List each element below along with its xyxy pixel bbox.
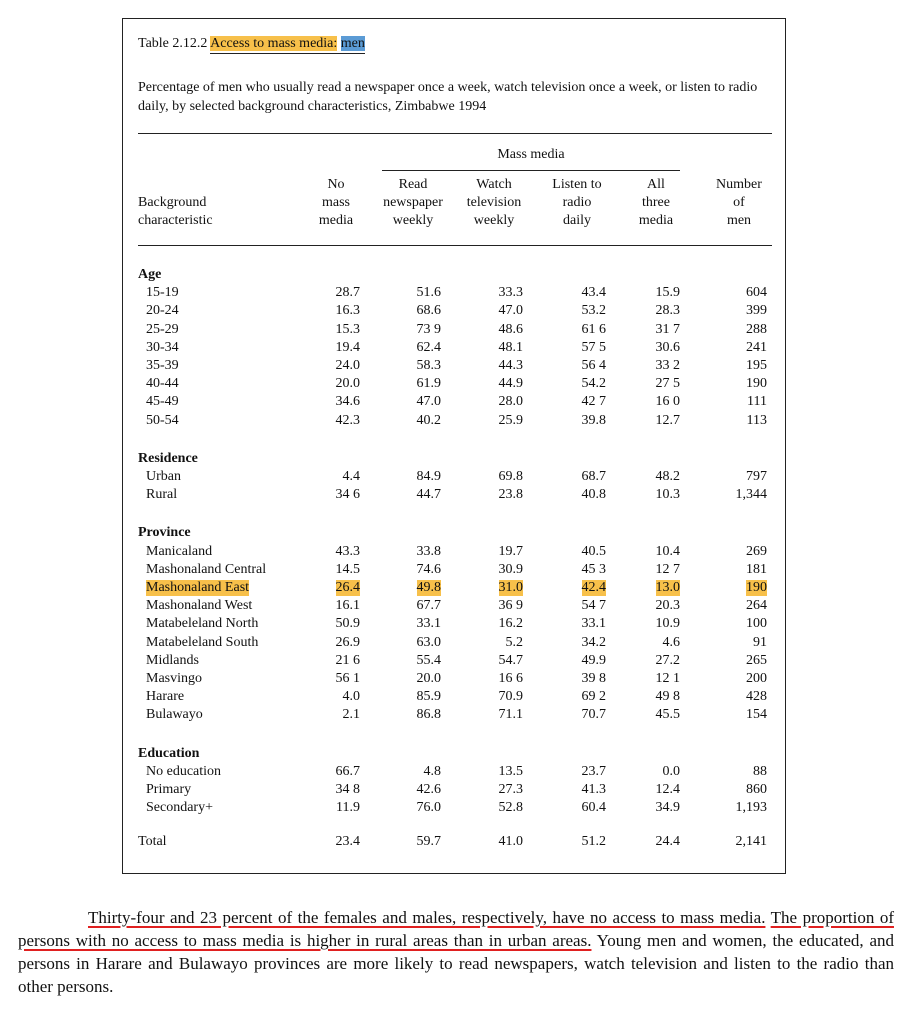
table-cell: 16.1 bbox=[335, 598, 360, 614]
table-cell: 20.0 bbox=[335, 376, 360, 392]
table-cell: 42 7 bbox=[581, 394, 606, 410]
header-bottom-rule bbox=[138, 245, 772, 246]
table-cell: 200 bbox=[746, 671, 767, 686]
table-cell: 49.9 bbox=[581, 652, 606, 668]
table-cell: 26.4 bbox=[335, 580, 360, 595]
total-cell: 2,141 bbox=[735, 834, 767, 849]
section-heading: Age bbox=[138, 267, 162, 282]
table-cell: 154 bbox=[746, 707, 767, 723]
table-cell: 44.3 bbox=[498, 358, 523, 373]
table-cell: 49 8 bbox=[655, 689, 680, 705]
row-label: Primary bbox=[146, 782, 192, 797]
table-cell: 44.7 bbox=[416, 487, 441, 503]
table-cell: 27 5 bbox=[655, 376, 680, 392]
table-cell: 30.6 bbox=[655, 339, 680, 355]
row-label: 50-54 bbox=[146, 412, 179, 428]
table-cell: 1,193 bbox=[735, 800, 767, 816]
section-heading: Residence bbox=[138, 450, 198, 466]
row-label: Bulawayo bbox=[146, 707, 203, 723]
table-title-main: Access to mass media: bbox=[210, 36, 338, 51]
row-label: 25-29 bbox=[146, 321, 179, 337]
table-cell: 25.9 bbox=[498, 412, 523, 428]
table-cell: 70.9 bbox=[498, 689, 523, 705]
table-cell: 21 6 bbox=[335, 652, 360, 668]
table-cell: 43.4 bbox=[581, 285, 606, 301]
table-cell: 76.0 bbox=[416, 800, 441, 816]
table-cell: 4.8 bbox=[423, 763, 441, 779]
table-cell: 47.0 bbox=[416, 394, 441, 410]
total-cell: 23.4 bbox=[335, 834, 360, 849]
table-cell: 19.7 bbox=[498, 543, 523, 559]
table-cell: 73 9 bbox=[416, 321, 441, 337]
table-cell: 70.7 bbox=[581, 707, 606, 723]
table-cell: 42.4 bbox=[581, 580, 606, 595]
table-cell: 74.6 bbox=[416, 561, 441, 577]
table-cell: 28.0 bbox=[498, 394, 523, 410]
table-cell: 33.8 bbox=[416, 543, 441, 559]
row-label: 15-19 bbox=[146, 285, 179, 301]
row-label: 45-49 bbox=[146, 394, 179, 410]
row-label: Manicaland bbox=[146, 543, 213, 559]
table-cell: 34.2 bbox=[581, 634, 606, 650]
table-cell: 55.4 bbox=[416, 652, 441, 668]
table-cell: 56 4 bbox=[581, 358, 606, 373]
total-label: Total bbox=[138, 834, 167, 849]
underlined-sentence-2: The proportion of persons with no access to mass media is higher in rural areas than in urban areas. bbox=[18, 908, 894, 950]
section-heading: Province bbox=[138, 525, 191, 541]
header-top-rule bbox=[138, 133, 772, 134]
table-cell: 56 1 bbox=[335, 671, 360, 686]
table-cell: 16 6 bbox=[498, 671, 523, 686]
table-cell: 15.3 bbox=[335, 321, 360, 337]
table-cell: 16.2 bbox=[498, 616, 523, 632]
table-cell: 61.9 bbox=[416, 376, 441, 392]
table-cell: 195 bbox=[746, 358, 767, 373]
underlined-sentence-1: Thirty-four and 23 percent of the females and males, respectively, have no access to mass media. bbox=[88, 908, 766, 927]
table-cell: 43.3 bbox=[335, 543, 360, 559]
table-cell: 58.3 bbox=[416, 358, 441, 373]
table-cell: 41.3 bbox=[581, 782, 606, 797]
table-cell: 100 bbox=[746, 616, 767, 632]
total-cell: 51.2 bbox=[581, 834, 606, 849]
table-cell: 20.3 bbox=[655, 598, 680, 614]
table-cell: 15.9 bbox=[655, 285, 680, 301]
table-cell: 11.9 bbox=[336, 800, 360, 816]
total-cell: 24.4 bbox=[655, 834, 680, 849]
table-cell: 269 bbox=[746, 543, 767, 559]
table-cell: 28.3 bbox=[655, 303, 680, 319]
row-label: Matabeleland South bbox=[146, 634, 259, 650]
table-cell: 5.2 bbox=[505, 634, 523, 650]
table-cell: 52.8 bbox=[498, 800, 523, 816]
column-header: Number of men bbox=[716, 177, 762, 228]
table-cell: 33.3 bbox=[498, 285, 523, 301]
table-cell: 66.7 bbox=[335, 763, 360, 779]
table-cell: 797 bbox=[746, 469, 767, 484]
column-header: No mass media bbox=[318, 177, 354, 228]
row-label: 20-24 bbox=[146, 303, 179, 319]
table-cell: 45 3 bbox=[581, 561, 606, 577]
table-cell: 49.8 bbox=[416, 580, 441, 595]
column-header: Watch television weekly bbox=[466, 177, 522, 228]
table-cell: 24.0 bbox=[335, 358, 360, 373]
table-cell: 54 7 bbox=[581, 598, 606, 614]
row-label: Secondary+ bbox=[146, 800, 213, 816]
table-cell: 12.7 bbox=[655, 412, 680, 428]
table-cell: 69.8 bbox=[498, 469, 523, 484]
table-cell: 10.3 bbox=[655, 487, 680, 503]
table-cell: 84.9 bbox=[416, 469, 441, 484]
table-cell: 860 bbox=[746, 782, 767, 797]
row-label: Midlands bbox=[146, 652, 199, 668]
table-cell: 4.4 bbox=[342, 469, 360, 484]
table-title bbox=[138, 36, 365, 52]
table-cell: 42.3 bbox=[335, 412, 360, 428]
paragraph-rest: Young men and women, the educated, and persons in Harare and Bulawayo provinces are more likely to read newspapers, watch television and listen to the radio than other persons. bbox=[18, 931, 894, 996]
table-cell: 34.9 bbox=[655, 800, 680, 816]
table-cell: 288 bbox=[746, 321, 767, 337]
table-cell: 20.0 bbox=[416, 671, 441, 686]
table-cell: 16 0 bbox=[655, 394, 680, 410]
table-cell: 62.4 bbox=[416, 339, 441, 355]
table-cell: 39 8 bbox=[581, 671, 606, 686]
table-cell: 91 bbox=[753, 634, 767, 650]
table-cell: 30.9 bbox=[498, 561, 523, 577]
table-cell: 10.9 bbox=[655, 616, 680, 632]
table-cell: 190 bbox=[746, 376, 767, 392]
row-header: Background characteristic bbox=[138, 195, 213, 228]
table-cell: 36 9 bbox=[498, 598, 523, 614]
row-label: Mashonaland East bbox=[146, 580, 250, 595]
table-cell: 28.7 bbox=[335, 285, 360, 301]
table-cell: 0.0 bbox=[662, 763, 680, 779]
table-title-men: men bbox=[340, 36, 365, 51]
table-cell: 54.7 bbox=[498, 652, 523, 668]
table-number: Table 2.12.2 bbox=[138, 36, 208, 51]
table-cell: 48.1 bbox=[498, 339, 523, 355]
table-cell: 39.8 bbox=[581, 412, 606, 428]
table-subtitle: Percentage of men who usually read a newspaper once a week, watch television once a week, or listen to radio daily, by selected background characteristics, Zimbabwe 1994 bbox=[138, 80, 758, 114]
group-header-rule bbox=[382, 170, 680, 171]
table-cell: 51.6 bbox=[416, 285, 441, 301]
table-cell: 61 6 bbox=[581, 321, 606, 337]
group-header: Mass media bbox=[497, 147, 565, 162]
table-cell: 69 2 bbox=[581, 689, 606, 705]
table-cell: 60.4 bbox=[581, 800, 606, 816]
table-cell: 68.7 bbox=[581, 469, 606, 484]
table-cell: 40.2 bbox=[416, 412, 441, 428]
table-cell: 85.9 bbox=[416, 689, 441, 705]
table-cell: 88 bbox=[753, 763, 767, 779]
table-cell: 40.5 bbox=[581, 543, 606, 559]
table-cell: 4.6 bbox=[662, 634, 680, 650]
total-cell: 41.0 bbox=[498, 834, 523, 849]
table-cell: 19.4 bbox=[335, 339, 360, 355]
table-cell: 27.2 bbox=[655, 652, 680, 668]
table-cell: 67.7 bbox=[416, 598, 441, 614]
table-cell: 181 bbox=[746, 561, 767, 577]
table-cell: 23.8 bbox=[498, 487, 523, 503]
table-cell: 265 bbox=[746, 652, 767, 668]
row-label: Matabeleland North bbox=[146, 616, 259, 632]
table-cell: 604 bbox=[746, 285, 767, 301]
row-label: Rural bbox=[146, 487, 178, 503]
table-cell: 45.5 bbox=[655, 707, 680, 723]
table-cell: 241 bbox=[746, 339, 767, 355]
table-cell: 27.3 bbox=[498, 782, 523, 797]
table-cell: 33.1 bbox=[581, 616, 606, 632]
table-cell: 34.6 bbox=[335, 394, 360, 410]
row-label: 35-39 bbox=[146, 358, 179, 373]
table-cell: 86.8 bbox=[416, 707, 441, 723]
table-cell: 68.6 bbox=[416, 303, 441, 319]
total-cell: 59.7 bbox=[416, 834, 441, 849]
table-cell: 4.0 bbox=[342, 689, 360, 705]
column-header: Read newspaper weekly bbox=[383, 177, 443, 228]
table-cell: 31 7 bbox=[655, 321, 680, 337]
row-label: Masvingo bbox=[146, 671, 202, 686]
column-header: Listen to radio daily bbox=[552, 177, 602, 228]
row-label: Mashonaland West bbox=[146, 598, 253, 614]
table-cell: 111 bbox=[747, 394, 767, 410]
table-cell: 57 5 bbox=[581, 339, 606, 355]
row-label: 30-34 bbox=[146, 339, 179, 355]
row-label: No education bbox=[146, 763, 222, 779]
table-cell: 42.6 bbox=[416, 782, 441, 797]
table-cell: 10.4 bbox=[655, 543, 680, 559]
table-cell: 34 6 bbox=[335, 487, 360, 503]
table-cell: 190 bbox=[746, 580, 767, 595]
row-label: 40-44 bbox=[146, 376, 179, 392]
table-cell: 13.0 bbox=[655, 580, 680, 595]
table-cell: 12 7 bbox=[655, 561, 680, 577]
table-cell: 71.1 bbox=[498, 707, 523, 723]
table-cell: 13.5 bbox=[498, 763, 523, 779]
row-label: Harare bbox=[146, 689, 185, 705]
table-cell: 12 1 bbox=[655, 671, 680, 686]
table-cell: 2.1 bbox=[342, 707, 360, 723]
table-cell: 54.2 bbox=[581, 376, 606, 392]
table-cell: 16.3 bbox=[335, 303, 360, 319]
table-cell: 47.0 bbox=[498, 303, 523, 319]
body-paragraph bbox=[18, 906, 894, 998]
table-cell: 428 bbox=[746, 689, 767, 705]
table-cell: 264 bbox=[746, 598, 767, 614]
table-cell: 31.0 bbox=[498, 580, 523, 595]
table-cell: 1,344 bbox=[735, 487, 767, 503]
table-cell: 26.9 bbox=[335, 634, 360, 650]
table-cell: 40.8 bbox=[581, 487, 606, 503]
table-cell: 33 2 bbox=[655, 358, 680, 373]
table-cell: 53.2 bbox=[581, 303, 606, 319]
column-header: All three media bbox=[638, 177, 674, 228]
table-cell: 23.7 bbox=[581, 763, 606, 779]
table-cell: 33.1 bbox=[416, 616, 441, 632]
table-cell: 48.2 bbox=[655, 469, 680, 484]
table-cell: 399 bbox=[746, 303, 767, 319]
table-cell: 48.6 bbox=[498, 321, 523, 337]
table-cell: 14.5 bbox=[335, 561, 360, 577]
table-cell: 50.9 bbox=[335, 616, 360, 632]
table-cell: 34 8 bbox=[335, 782, 360, 797]
table-cell: 63.0 bbox=[416, 634, 441, 650]
table-cell: 113 bbox=[746, 412, 767, 428]
section-heading: Education bbox=[138, 745, 200, 761]
table-cell: 44.9 bbox=[498, 376, 523, 392]
row-label: Urban bbox=[146, 469, 181, 484]
table-cell: 12.4 bbox=[655, 782, 680, 797]
row-label: Mashonaland Central bbox=[146, 561, 267, 577]
